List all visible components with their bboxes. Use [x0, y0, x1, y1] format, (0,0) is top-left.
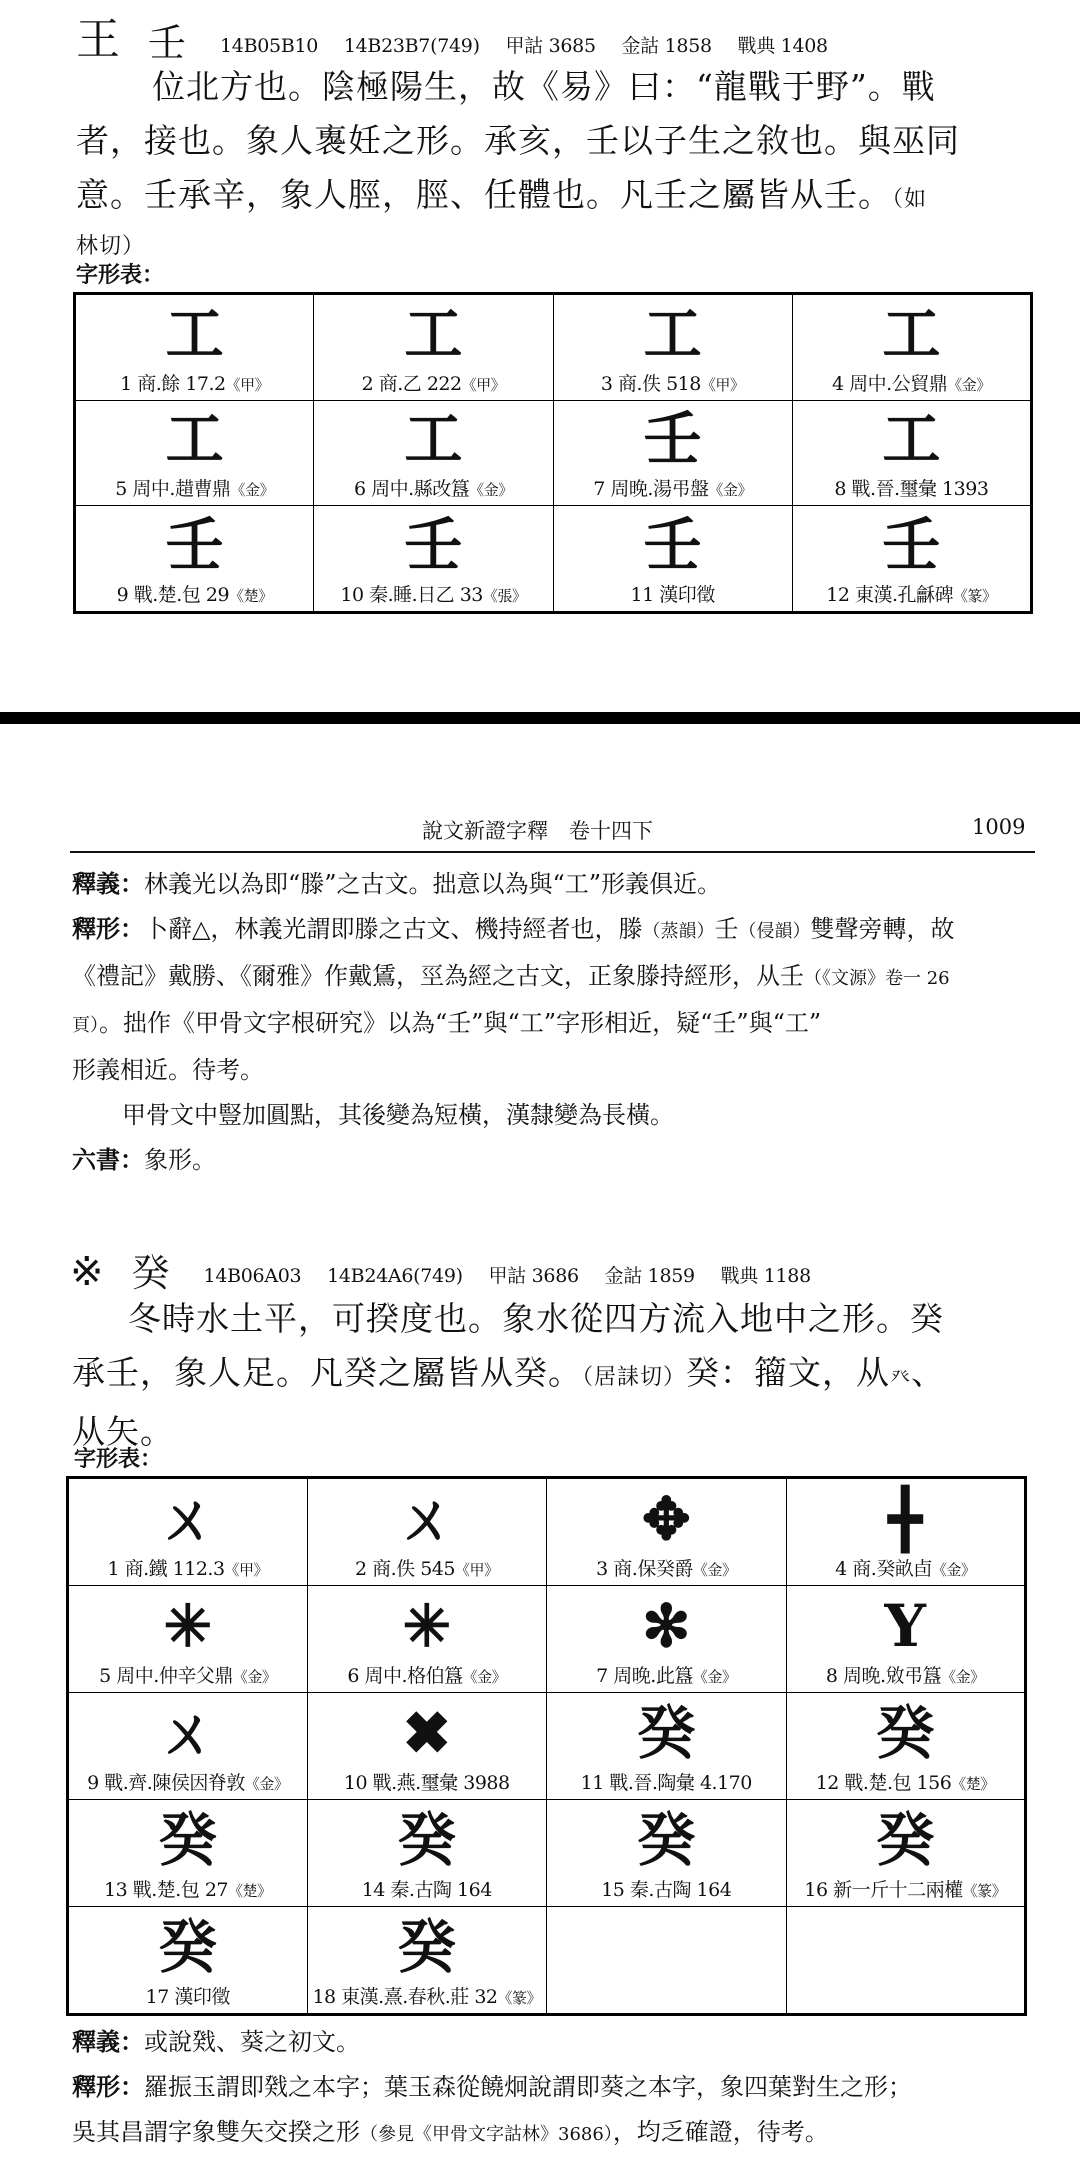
glyph-source-ref: 16 新一斤十二兩權 — [804, 1878, 963, 1901]
ancient-glyph-image — [547, 1805, 786, 1875]
glyph-cell — [553, 294, 792, 401]
ancient-glyph-image — [76, 299, 313, 369]
code: 戰典 1408 — [737, 35, 828, 57]
glyph-form: ✳ — [163, 1591, 213, 1660]
glyph-form: 癸 — [876, 1698, 935, 1767]
reference-codes — [204, 1261, 831, 1292]
glyph-corpus: 《篆》 — [962, 1881, 1007, 1900]
glyph-source-ref: 12 戰.楚.包 156 — [815, 1771, 952, 1794]
ancient-glyph-image — [314, 404, 552, 474]
code: 14B05B10 — [220, 35, 319, 57]
glyph-cell — [786, 1906, 1026, 2014]
glyph-caption — [547, 1768, 786, 1799]
glyph-form: 癸 — [158, 1805, 217, 1874]
code: 14B24A6(749) — [327, 1265, 463, 1287]
glyph-form: 癸 — [637, 1805, 696, 1874]
glyph-caption — [554, 474, 792, 505]
glyph-cell — [547, 1692, 787, 1799]
rhyme-note: （侵韻） — [738, 921, 811, 942]
glyph-form: ㄨ — [397, 1485, 456, 1554]
glyph-caption — [547, 1554, 786, 1585]
text-span: 承壬，象人足。凡癸之屬皆从癸。 — [72, 1353, 582, 1392]
ancient-glyph-image — [69, 1591, 307, 1661]
shixing-row — [72, 907, 1042, 954]
glyph-source-ref: 1 商.餘 17.2 — [120, 372, 226, 395]
glyph-corpus: 《金》 — [692, 1667, 737, 1686]
glyph-corpus: 《甲》 — [454, 1561, 499, 1580]
code: 戰典 1188 — [720, 1265, 811, 1287]
glyph-form: 癸 — [637, 1698, 696, 1767]
glyph-cell — [547, 1906, 787, 2014]
glyph-cell — [786, 1799, 1026, 1906]
glyph-cell — [786, 1586, 1026, 1693]
seal-script-character: ※ — [70, 1249, 104, 1295]
glyph-caption — [787, 1875, 1025, 1906]
glyph-form: 壬 — [165, 511, 224, 579]
ancient-glyph-image — [69, 1805, 307, 1875]
rhyme-note: （蒸韻） — [642, 921, 715, 942]
code: 甲詁 3686 — [488, 1265, 579, 1287]
glyph-caption — [554, 580, 792, 611]
glyph-caption — [69, 1661, 307, 1692]
ancient-glyph-image — [69, 1698, 307, 1768]
ancient-glyph-image — [76, 510, 313, 580]
glyph-caption — [76, 474, 313, 505]
text-line: 位北方也。陰極陽生，故《易》曰：“龍戰于野”。戰 — [152, 67, 936, 106]
head-character: 癸 — [131, 1251, 170, 1295]
notes-gui — [72, 2020, 1042, 2157]
glyph-source-ref: 7 周晚.此簋 — [596, 1664, 693, 1687]
glyph-source-ref: 3 商.佚 518 — [600, 372, 701, 395]
glyph-caption — [69, 1982, 307, 2013]
ancient-glyph-image — [787, 1805, 1025, 1875]
glyph-caption — [554, 369, 792, 400]
shuowen-text-ren — [76, 60, 1036, 267]
glyph-caption — [69, 1554, 307, 1585]
glyph-caption — [76, 369, 313, 400]
glyph-row — [68, 1799, 1026, 1906]
glyph-form: ✻ — [641, 1591, 691, 1660]
entry-header-ren — [76, 14, 848, 65]
glyph-corpus: 《甲》 — [700, 375, 745, 394]
code: 金詁 1858 — [621, 35, 712, 57]
glyph-corpus: 《金》 — [469, 481, 513, 500]
text-span: 癸：籀文，从 — [686, 1353, 891, 1392]
shiyi-label: 釋義： — [72, 870, 144, 898]
liushu-text: 象形。 — [144, 1146, 216, 1174]
ancient-glyph-image — [308, 1591, 547, 1661]
text-span: 雙聲旁轉，故 — [810, 915, 955, 943]
glyph-caption — [308, 1661, 547, 1692]
glyph-corpus: 《甲》 — [225, 375, 270, 394]
glyph-corpus: 《金》 — [232, 1667, 277, 1686]
glyph-cell — [307, 1692, 547, 1799]
glyph-form: 工 — [165, 299, 224, 368]
head-character: 壬 — [148, 21, 187, 65]
code: 金詁 1859 — [604, 1265, 695, 1287]
ancient-glyph-image — [76, 404, 313, 474]
text-line: 从矢。 — [72, 1412, 174, 1451]
glyph-corpus: 《金》 — [941, 1667, 985, 1686]
glyph-source-ref: 6 周中.縣改簋 — [354, 478, 470, 501]
glyph-caption — [308, 1768, 547, 1799]
ancient-glyph-image — [787, 1698, 1025, 1768]
shuowen-text-gui — [72, 1292, 1042, 1459]
glyph-row — [75, 506, 1032, 613]
glyph-cell — [786, 1478, 1026, 1586]
glyph-form: 癸 — [397, 1913, 456, 1981]
glyph-cell — [547, 1478, 787, 1586]
glyph-source-ref: 2 商.佚 545 — [355, 1558, 455, 1581]
page-number: 1009 — [972, 815, 1026, 839]
ancient-glyph-image — [547, 1698, 786, 1768]
shiyi-row — [72, 2020, 1042, 2065]
ancient-glyph-image — [787, 1591, 1025, 1661]
glyph-corpus: 《金》 — [244, 1774, 289, 1793]
glyph-row — [68, 1478, 1026, 1586]
glyph-form: 工 — [165, 405, 224, 474]
glyph-source-ref: 6 周中.格伯簋 — [347, 1664, 463, 1687]
text-line — [72, 1001, 1042, 1048]
text-line: 甲骨文中豎加圓點，其後變為短橫，漢隸變為長橫。 — [122, 1101, 674, 1129]
notes-ren — [72, 862, 1042, 1183]
glyph-cell — [75, 294, 314, 401]
glyph-caption — [76, 580, 313, 611]
glyph-caption — [793, 580, 1030, 611]
glyph-corpus: 《金》 — [947, 375, 991, 394]
glyph-caption — [308, 1554, 547, 1585]
glyph-form: ✖ — [402, 1698, 452, 1767]
glyph-table-ren — [73, 292, 1033, 614]
glyph-corpus: 《篆》 — [497, 1989, 542, 2007]
shixing-label: 釋形： — [72, 915, 144, 943]
glyph-form: 工 — [404, 299, 463, 368]
glyph-caption — [308, 1875, 547, 1906]
ancient-glyph-image — [793, 510, 1030, 580]
glyph-row — [68, 1692, 1026, 1799]
glyph-corpus: 《甲》 — [224, 1561, 269, 1580]
ancient-glyph-image — [787, 1484, 1025, 1554]
glyph-caption — [314, 474, 552, 505]
ancient-glyph-image — [69, 1484, 307, 1554]
ancient-glyph-image — [554, 510, 792, 580]
glyph-source-ref: 4 商.癸畝卣 — [835, 1558, 932, 1581]
code: 甲詁 3685 — [505, 35, 596, 57]
glyph-source-ref: 11 漢印徵 — [630, 584, 715, 606]
glyph-form: 壬 — [404, 511, 463, 579]
glyph-cell — [547, 1799, 787, 1906]
text-span: 卜辭△，林義光謂即滕之古文、機持經者也，滕 — [144, 915, 643, 943]
fanqie-note: （如 — [892, 187, 928, 212]
glyph-source-ref: 2 商.乙 222 — [361, 372, 462, 395]
glyph-source-ref: 4 周中.公貿鼎 — [832, 372, 948, 395]
glyph-cell — [553, 506, 792, 613]
text-line — [72, 2110, 1042, 2157]
glyph-caption — [314, 580, 552, 611]
citation-note: （參見《甲骨文字詁林》3686） — [360, 2124, 613, 2145]
text-line: 冬時水土平，可揆度也。象水從四方流入地中之形。癸 — [128, 1299, 944, 1338]
glyph-caption — [787, 1768, 1025, 1799]
glyph-corpus: 《篆》 — [953, 587, 997, 605]
glyph-form: 癸 — [876, 1805, 935, 1874]
glyph-cell — [75, 400, 314, 506]
code: 14B06A03 — [203, 1265, 302, 1287]
glyph-cell — [553, 400, 792, 506]
glyph-cell — [547, 1586, 787, 1693]
text-span: 羅振玉謂即戣之本字；葉玉森從饒炯說謂即葵之本字，象四葉對生之形； — [144, 2073, 912, 2101]
glyph-form: ✳ — [402, 1591, 452, 1660]
glyph-source-ref: 13 戰.楚.包 27 — [103, 1878, 228, 1901]
ancient-glyph-image — [314, 510, 552, 580]
glyph-corpus: 《金》 — [692, 1561, 737, 1580]
glyph-source-ref: 10 戰.燕.璽彙 3988 — [343, 1771, 510, 1794]
shiyi-text: 林義光以為即“滕”之古文。拙意以為與“工”形義俱近。 — [144, 870, 722, 898]
glyph-source-ref: 15 秦.古陶 164 — [601, 1878, 732, 1901]
glyph-cell — [792, 294, 1031, 401]
glyph-cell — [68, 1906, 308, 2014]
glyph-cell — [314, 506, 553, 613]
shiyi-label: 釋義： — [72, 2028, 144, 2056]
glyph-source-ref: 12 東漢.孔龢碑 — [826, 584, 953, 606]
glyph-corpus: 《楚》 — [951, 1774, 995, 1793]
text-span: 意。壬承辛，象人脛，脛、任體也。凡壬之屬皆从壬。 — [76, 175, 892, 214]
glyph-form: ╋ — [887, 1485, 923, 1554]
glyph-corpus: 《楚》 — [228, 1881, 272, 1900]
glyph-form: ㄨ — [158, 1698, 217, 1767]
glyph-form: 壬 — [643, 511, 702, 579]
shixing-row — [72, 2065, 1042, 2110]
ancient-glyph-image — [554, 404, 792, 474]
component-character: 癶 — [890, 1365, 912, 1389]
fanqie-note: 林切） — [76, 234, 146, 259]
glyph-source-ref: 8 周晚.敓弔簋 — [825, 1664, 942, 1687]
ancient-glyph-image — [314, 299, 552, 369]
glyph-cell — [68, 1478, 308, 1586]
glyph-corpus: 《金》 — [931, 1561, 976, 1580]
glyph-cell — [307, 1586, 547, 1693]
glyph-row — [75, 400, 1032, 506]
text-line: 者，接也。象人褢妊之形。承亥，壬以子生之敘也。與巫同 — [76, 121, 960, 160]
glyph-row — [68, 1586, 1026, 1693]
page-separator — [0, 712, 1080, 724]
glyph-corpus: 《甲》 — [461, 375, 506, 394]
glyph-cell — [314, 400, 553, 506]
glyph-table-gui — [66, 1476, 1027, 2016]
reference-codes — [220, 31, 848, 62]
text-line — [72, 954, 1042, 1001]
ancient-glyph-image — [69, 1912, 307, 1982]
glyph-form: 工 — [882, 405, 941, 474]
shiyi-row — [72, 862, 1042, 907]
running-header-title: 說文新證字釋 卷十四下 — [422, 819, 653, 843]
ancient-glyph-image — [308, 1698, 547, 1768]
glyph-caption — [547, 1661, 786, 1692]
glyph-source-ref: 10 秦.睡.日乙 33 — [340, 584, 483, 606]
glyph-source-ref: 9 戰.齊.陳侯因脊敦 — [87, 1771, 245, 1794]
glyph-corpus: 《金》 — [708, 481, 752, 500]
header-rule — [70, 851, 1035, 853]
glyph-source-ref: 17 漢印徵 — [145, 1986, 230, 2008]
glyph-source-ref: 9 戰.楚.包 29 — [116, 584, 230, 606]
ancient-glyph-image — [793, 404, 1030, 474]
glyph-form: 壬 — [643, 405, 702, 474]
glyph-cell — [75, 506, 314, 613]
glyph-source-ref: 11 戰.晉.陶彙 4.170 — [580, 1771, 752, 1794]
glyph-cell — [307, 1906, 547, 2014]
shixing-label: 釋形： — [72, 2073, 144, 2101]
glyph-row — [68, 1906, 1026, 2014]
ancient-glyph-image — [554, 299, 792, 369]
glyph-table-label: 字形表： — [74, 1447, 163, 1472]
glyph-cell — [786, 1692, 1026, 1799]
citation-note: 頁） — [72, 1015, 99, 1036]
glyph-corpus: 《張》 — [482, 587, 527, 605]
glyph-row — [75, 294, 1032, 401]
citation-note: （《文源》卷一 26 — [804, 968, 950, 989]
glyph-form: ㄨ — [158, 1485, 217, 1554]
text-line: 形義相近。待考。 — [72, 1056, 264, 1084]
glyph-corpus: 《楚》 — [229, 587, 273, 605]
glyph-caption — [314, 369, 552, 400]
text-line — [76, 168, 1036, 227]
glyph-corpus: 《金》 — [230, 481, 274, 500]
glyph-source-ref: 3 商.保癸爵 — [596, 1558, 693, 1581]
glyph-cell — [307, 1799, 547, 1906]
glyph-form: 工 — [643, 299, 702, 368]
glyph-form: ✥ — [641, 1485, 691, 1554]
glyph-cell — [68, 1586, 308, 1693]
code: 14B23B7(749) — [343, 35, 480, 57]
text-span: 壬 — [714, 915, 739, 943]
glyph-caption — [787, 1554, 1025, 1585]
glyph-caption — [69, 1768, 307, 1799]
seal-script-character: 王 — [76, 14, 120, 65]
glyph-source-ref: 5 周中.趞曹鼎 — [115, 478, 231, 501]
glyph-caption — [793, 474, 1030, 505]
glyph-caption — [69, 1875, 307, 1906]
ancient-glyph-image — [308, 1912, 547, 1982]
glyph-cell — [792, 400, 1031, 506]
text-span: ，均乏確證，待考。 — [612, 2118, 829, 2146]
glyph-source-ref: 5 周中.仲辛父鼎 — [99, 1664, 233, 1687]
text-line — [72, 1346, 1042, 1405]
ancient-glyph-image — [308, 1484, 547, 1554]
glyph-form: 壬 — [882, 511, 941, 579]
text-span: 《禮記》戴勝、《爾雅》作戴鵀，巠為經之古文，正象滕持經形，从壬 — [72, 962, 804, 990]
ancient-glyph-image — [793, 299, 1030, 369]
glyph-source-ref: 8 戰.晉.璽彙 1393 — [834, 478, 989, 501]
glyph-cell — [314, 294, 553, 401]
glyph-caption — [793, 369, 1030, 400]
ancient-glyph-image — [547, 1591, 786, 1661]
glyph-source-ref: 1 商.鐵 112.3 — [107, 1558, 225, 1581]
text-span: 、 — [911, 1353, 946, 1392]
glyph-source-ref: 7 周晚.湯弔盤 — [593, 478, 709, 501]
shiyi-text: 或說戣、葵之初文。 — [144, 2028, 360, 2056]
glyph-cell — [307, 1478, 547, 1586]
ancient-glyph-image — [308, 1805, 547, 1875]
text-span: 吳其昌謂字象雙矢交揆之形 — [72, 2118, 360, 2146]
glyph-form: 工 — [882, 299, 941, 368]
glyph-form: 工 — [404, 405, 463, 474]
glyph-caption — [787, 1661, 1025, 1692]
glyph-cell — [68, 1692, 308, 1799]
entry-header-gui — [70, 1249, 831, 1295]
glyph-form: Y — [884, 1591, 926, 1660]
glyph-source-ref: 14 秦.古陶 164 — [361, 1878, 492, 1901]
glyph-table-label: 字形表： — [76, 263, 165, 288]
liushu-label: 六書： — [72, 1146, 144, 1174]
liushu-row — [72, 1138, 1042, 1183]
glyph-cell — [68, 1799, 308, 1906]
glyph-caption — [308, 1982, 547, 2013]
glyph-caption — [547, 1875, 786, 1906]
glyph-corpus: 《金》 — [462, 1667, 507, 1686]
ancient-glyph-image — [547, 1484, 786, 1554]
fanqie-note: （居誄切） — [582, 1365, 687, 1390]
glyph-form: 癸 — [397, 1805, 456, 1874]
text-span: 。拙作《甲骨文字根研究》以為“壬”與“工”字形相近，疑“壬”與“工” — [99, 1009, 822, 1037]
glyph-source-ref: 18 東漢.熹.春秋.莊 32 — [312, 1986, 498, 2008]
glyph-form: 癸 — [158, 1913, 217, 1981]
glyph-cell — [792, 506, 1031, 613]
